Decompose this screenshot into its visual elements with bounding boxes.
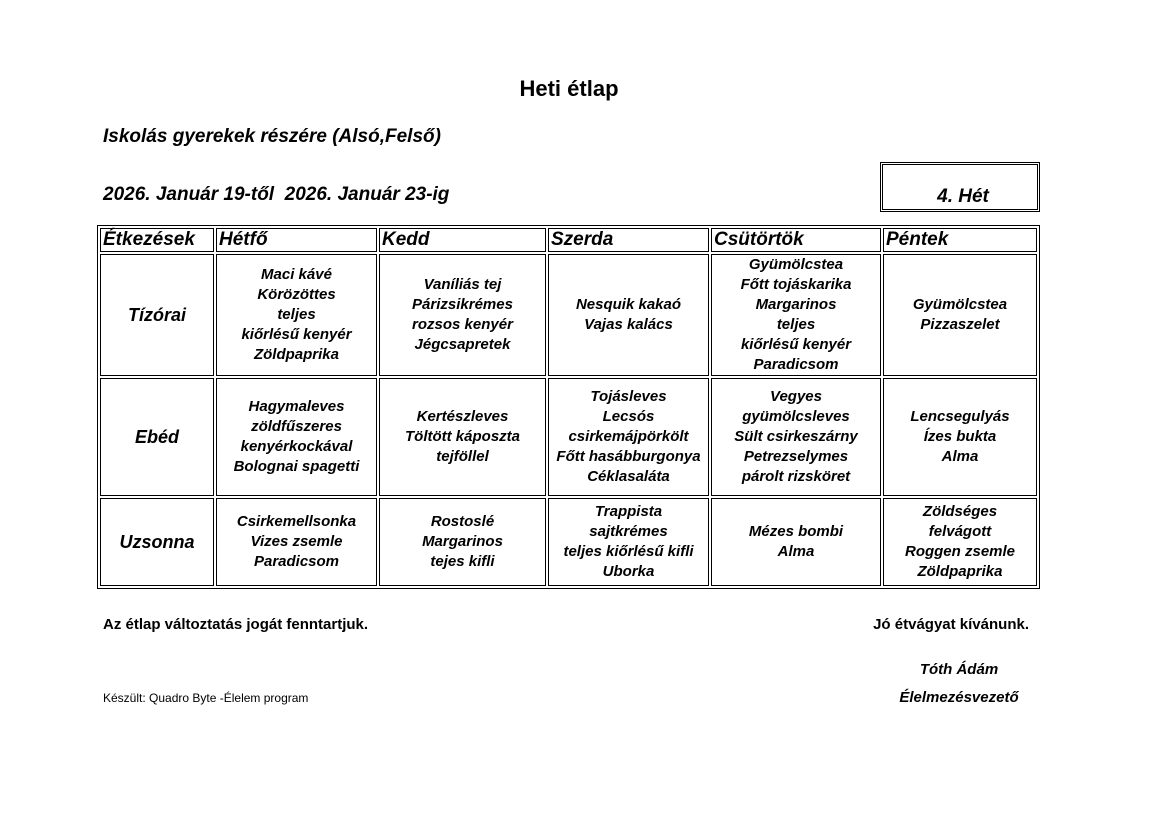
menu-item: Bolognai spagetti [233, 458, 360, 475]
week-box [880, 162, 1040, 212]
menu-cell [548, 378, 709, 496]
menu-cell [711, 378, 881, 496]
date-to: 2026. Január 23-ig [284, 184, 450, 205]
menu-item: Gyümölcstea [748, 256, 844, 273]
menu-item: teljes [776, 316, 816, 333]
menu-item: rozsos kenyér [412, 316, 513, 333]
menu-item: zöldfűszeres [251, 418, 342, 435]
page-title: Heti étlap [519, 76, 619, 101]
menu-item: Gyümölcstea [912, 296, 1008, 313]
menu-item: Vaníliás tej [423, 276, 502, 293]
menu-item: Főtt tojáskarika [740, 276, 852, 293]
menu-cell [883, 254, 1037, 376]
menu-item: csirkemájpörkölt [568, 428, 689, 445]
meal-label: Tízórai [100, 254, 214, 376]
menu-cell [883, 498, 1037, 586]
menu-cell [379, 498, 546, 586]
table-row-ebed [100, 378, 1037, 496]
menu-item: Rostoslé [430, 513, 495, 530]
table-row-uzsonna [100, 498, 1037, 586]
menu-item: Petrezselymes [743, 448, 849, 465]
menu-item: Céklasaláta [587, 468, 670, 485]
menu-item: Vizes zsemle [250, 533, 343, 550]
menu-cell [216, 498, 377, 586]
menu-item: tejes kifli [430, 553, 495, 570]
menu-cell [216, 254, 377, 376]
menu-item: felvágott [928, 523, 992, 540]
menu-cell [711, 254, 881, 376]
menu-item: Paradicsom [753, 356, 839, 373]
menu-item: Roggen zsemle [904, 543, 1016, 560]
date-from: 2026. Január 19-től [103, 184, 275, 205]
menu-item: Kertészleves [416, 408, 509, 425]
menu-item: Párizsikrémes [412, 296, 513, 313]
menu-item: Alma [777, 543, 815, 560]
table-header-row [100, 228, 1037, 252]
menu-item: Töltött káposzta [405, 428, 520, 445]
menu-item: Paradicsom [253, 553, 340, 570]
menu-item: kiőrlésű kenyér [241, 326, 352, 343]
menu-item: Csirkemellsonka [236, 513, 357, 530]
menu-item: tejföllel [436, 448, 489, 465]
menu-item: Zöldpaprika [917, 563, 1003, 580]
menu-item: Jégcsapretek [414, 336, 511, 353]
menu-item: Uborka [602, 563, 655, 580]
menu-item: Nesquik kakaó [575, 296, 682, 313]
menu-item: Vajas kalács [584, 316, 673, 333]
menu-item: Sült csirkeszárny [734, 428, 858, 445]
menu-item: Pizzaszelet [920, 316, 1000, 333]
menu-cell [216, 378, 377, 496]
menu-item: Hagymaleves [248, 398, 345, 415]
menu-item: Zöldséges [922, 503, 998, 520]
column-header-monday: Hétfő [216, 228, 377, 252]
menu-item: Mézes bombi [748, 523, 844, 540]
table-row-tizorai [100, 254, 1037, 376]
menu-cell [711, 498, 881, 586]
menu-item: Körözöttes [257, 286, 336, 303]
menu-item: teljes [277, 306, 316, 323]
change-notice: Az étlap változtatás jogát fenntartjuk. [103, 616, 369, 633]
menu-cell [548, 498, 709, 586]
date-range [103, 184, 449, 206]
menu-item: Tojásleves [590, 388, 667, 405]
menu-item: sajtkrémes [589, 523, 668, 540]
menu-item: Maci kávé [261, 266, 332, 283]
menu-item: gyümölcsleves [742, 408, 850, 425]
subtitle: Iskolás gyerekek részére (Alsó,Felső) [103, 126, 441, 147]
menu-table [97, 225, 1040, 589]
meal-label: Ebéd [100, 378, 214, 496]
menu-item: Vegyes [770, 388, 822, 405]
menu-item: kiőrlésű kenyér [740, 336, 852, 353]
menu-item: Margarinos [422, 533, 503, 550]
bon-appetit: Jó étvágyat kívánunk. [873, 616, 1029, 633]
meal-label: Uzsonna [100, 498, 214, 586]
menu-item: Főtt hasábburgonya [556, 448, 701, 465]
column-header-thursday: Csütörtök [711, 228, 881, 252]
menu-item: Ízes bukta [923, 428, 997, 445]
menu-item: párolt rizsköret [741, 468, 851, 485]
column-header-friday: Péntek [883, 228, 1037, 252]
software-credit: Készült: Quadro Byte -Élelem program [103, 691, 309, 705]
menu-cell [379, 378, 546, 496]
menu-item: kenyérkockával [240, 438, 353, 455]
column-header-tuesday: Kedd [379, 228, 546, 252]
column-header-wednesday: Szerda [548, 228, 709, 252]
menu-item: Margarinos [755, 296, 837, 313]
menu-item: Lecsós [602, 408, 655, 425]
signer-name: Tóth Ádám [919, 661, 999, 678]
menu-item: teljes kiőrlésű kifli [563, 543, 694, 560]
week-label: 4. Hét [937, 186, 989, 207]
menu-cell [883, 378, 1037, 496]
signer-role: Élelmezésvezető [899, 689, 1019, 706]
column-header-meals: Étkezések [100, 228, 214, 252]
menu-item: Zöldpaprika [253, 346, 339, 363]
menu-cell [548, 254, 709, 376]
menu-item: Alma [941, 448, 979, 465]
menu-cell [379, 254, 546, 376]
menu-item: Lencsegulyás [910, 408, 1010, 425]
menu-item: Trappista [594, 503, 663, 520]
